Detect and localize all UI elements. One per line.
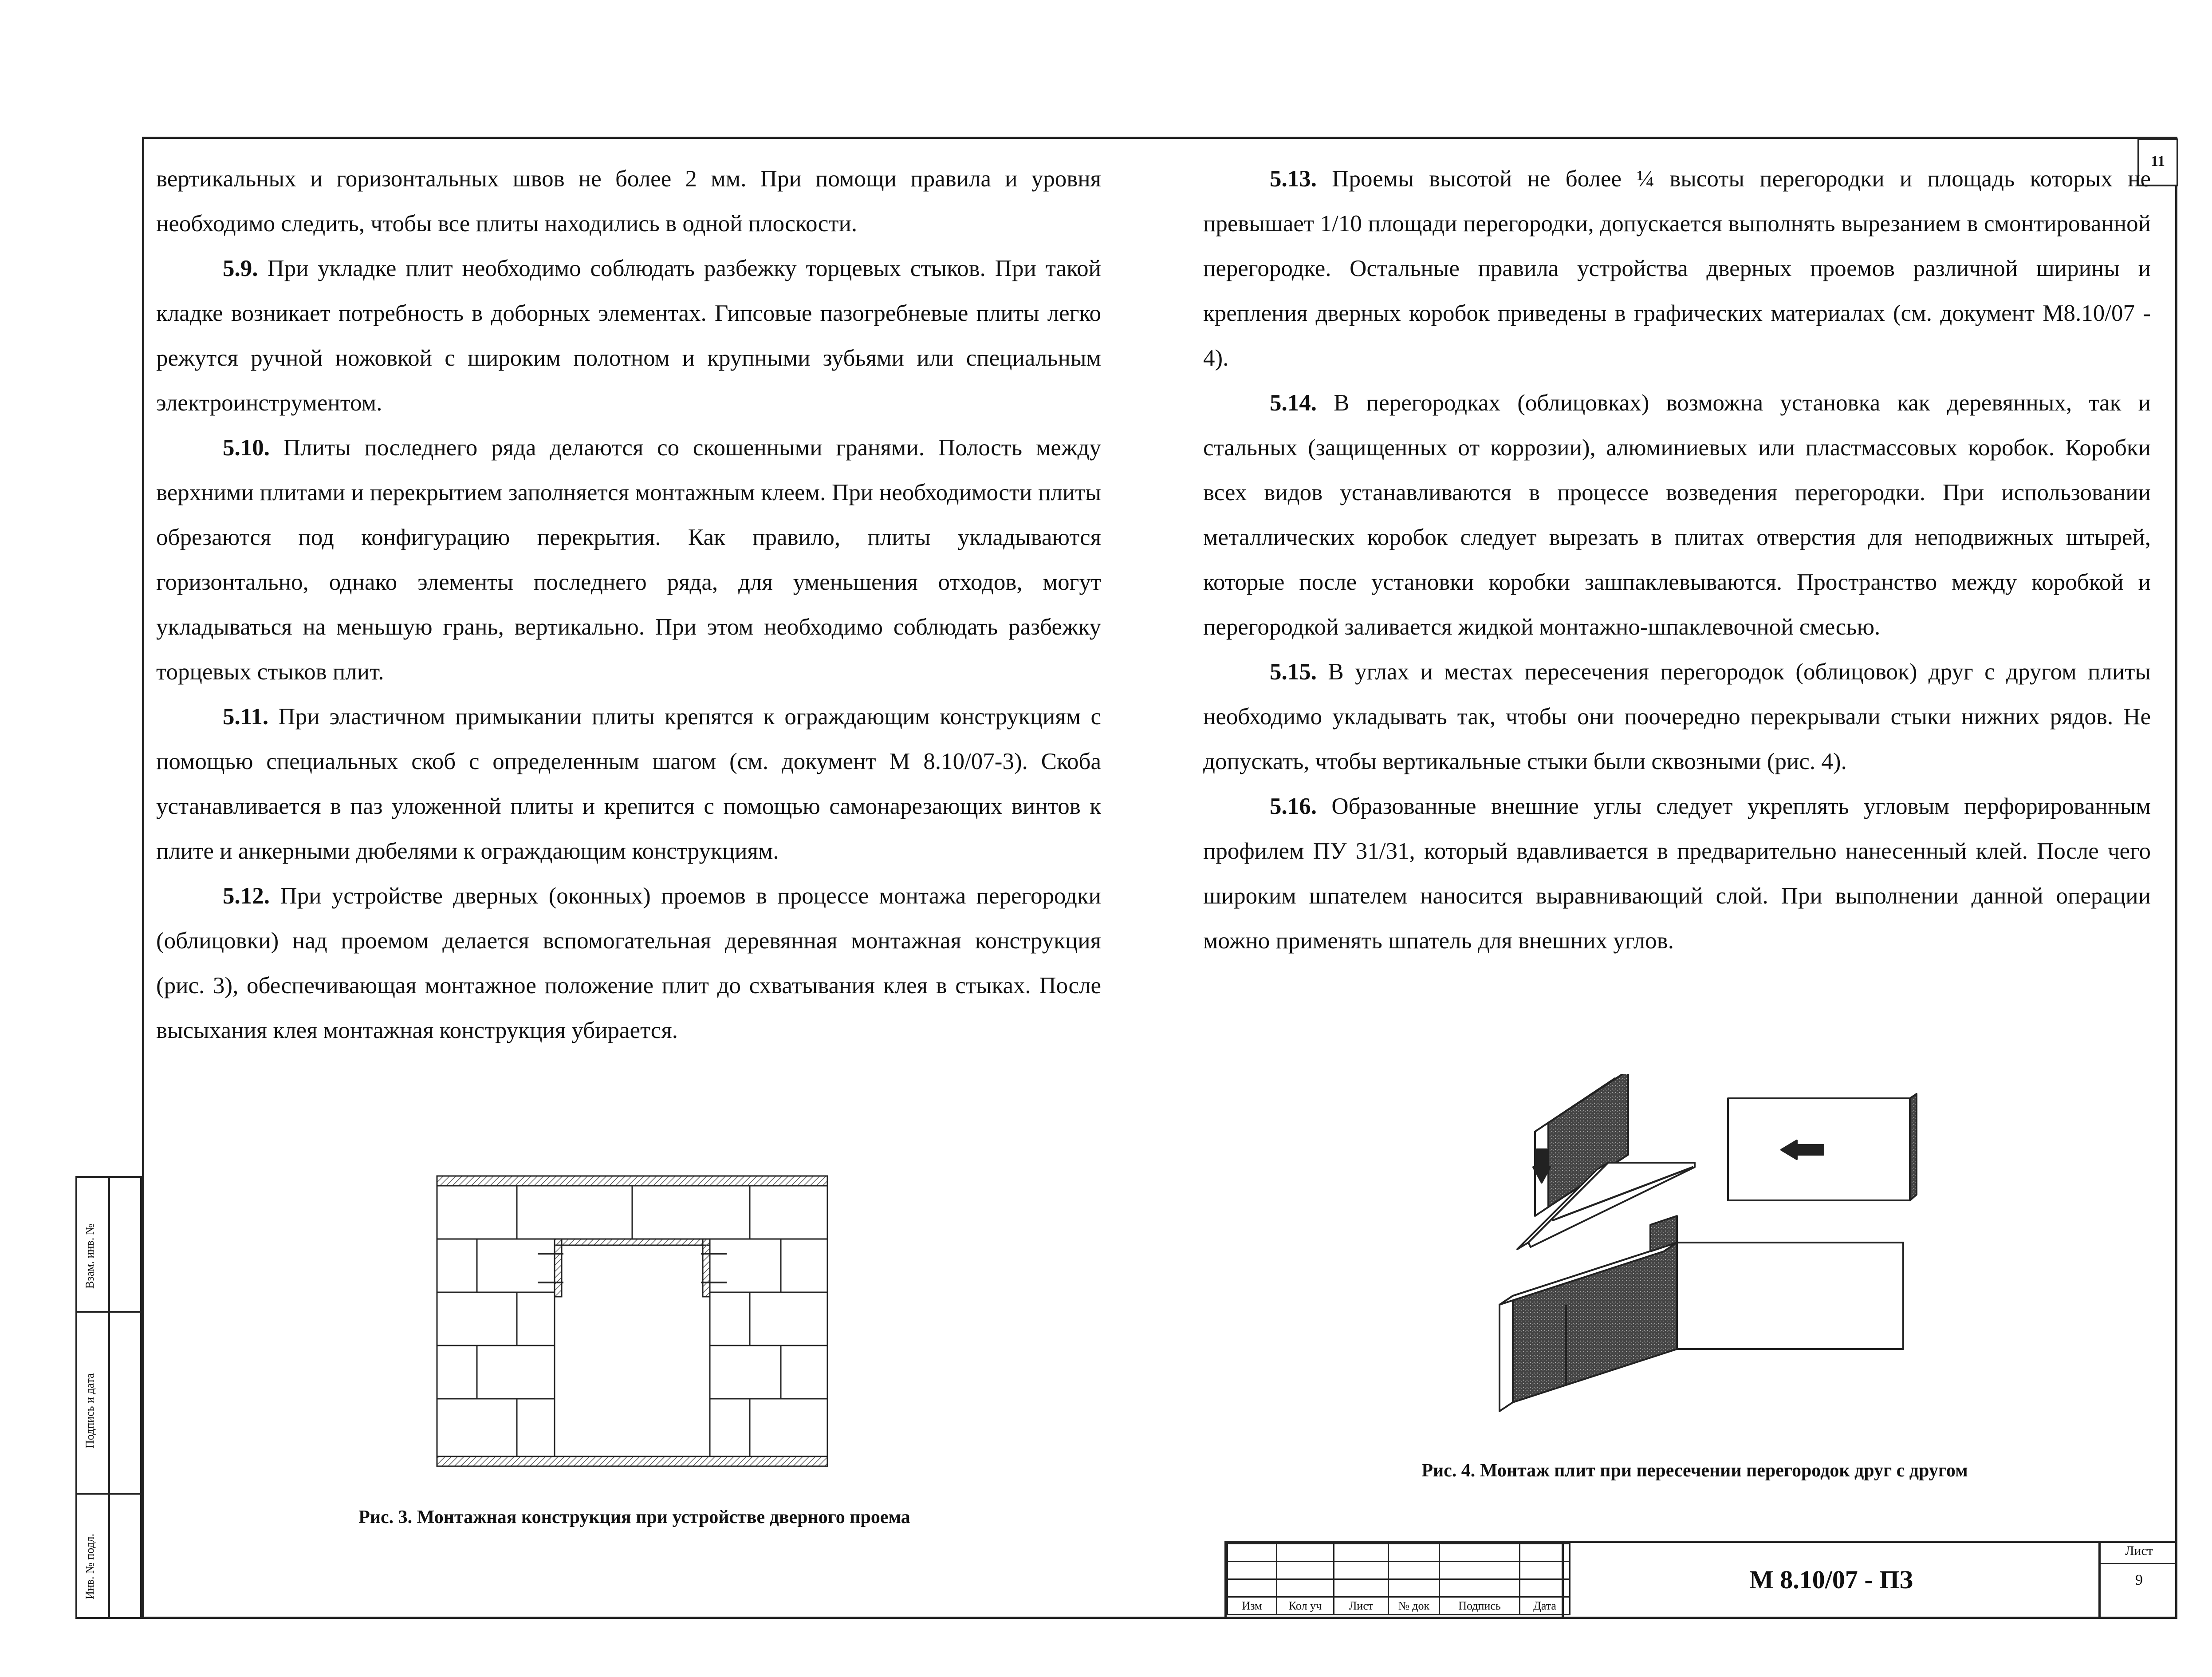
- clause-paragraph: [1203, 157, 2151, 381]
- ceiling-slab: [437, 1176, 827, 1186]
- clause-paragraph: [156, 246, 1101, 426]
- clause-number: 5.9.: [223, 256, 258, 281]
- clause-number: 5.15.: [1270, 659, 1317, 685]
- clause-number: 5.10.: [223, 435, 270, 461]
- clause-text: Плиты последнего ряда делаются со скошенными гранями. Полость между верхними плитами и перекрытием заполняется монтажным клеем. При необходимости плиты обрезаются под конфигурацию перекрытия. Как правило, плиты укладываются горизонтально, однако элементы последнего ряда, для уменьшения отходов, могут укладываться на меньшую грань, вертикально. При этом необходимо соблюдать разбежку торцевых стыков плит.: [156, 435, 1101, 685]
- clause-text: Проемы высотой не более ¼ высоты перегородки и площадь которых не превышает 1/10 площади перегородки, допускается выполнять вырезанием в смонтированной перегородке. Остальные правила устройства дверных проемов различной ширины и крепления дверных коробок приведены в графических материалах (см. документ М8.10/07 - 4).: [1203, 166, 2151, 371]
- figure-4-partition-intersection-drawing: [1491, 1074, 1943, 1420]
- clause-number: 5.13.: [1270, 166, 1317, 192]
- right-post: [703, 1239, 710, 1297]
- left-text-column: [156, 157, 1101, 1053]
- sheet-label: Лист: [2101, 1543, 2177, 1564]
- side-label-original-inv: Инв. № подл.: [83, 1533, 96, 1599]
- side-label-replacement-inv: Взам. инв. №: [83, 1223, 96, 1289]
- clause-number: 5.14.: [1270, 390, 1317, 416]
- sheet-number-cell: [2098, 1541, 2177, 1619]
- col-n-dok: № док: [1389, 1597, 1440, 1615]
- floor-slab: [437, 1456, 827, 1466]
- figure-3-door-opening-drawing: [435, 1172, 834, 1473]
- left-post: [555, 1239, 562, 1297]
- figure-4-caption: Рис. 4. Монтаж плит при пересечении перегородок друг с другом: [1421, 1460, 1968, 1481]
- clause-paragraph: [156, 694, 1101, 874]
- sheet-number: 9: [2135, 1572, 2143, 1588]
- wall-bottom-right: [1677, 1243, 1903, 1349]
- clause-number: 5.16.: [1270, 793, 1317, 819]
- revision-table: [1227, 1543, 1570, 1615]
- wall-bottom-left-end: [1500, 1296, 1513, 1411]
- col-izm: Изм: [1228, 1597, 1277, 1615]
- clause-paragraph: [156, 874, 1101, 1053]
- clause-number: 5.11.: [223, 704, 269, 730]
- col-kol-uch: Кол уч: [1277, 1597, 1334, 1615]
- clause-text: вертикальных и горизонтальных швов не более 2 мм. При помощи правила и уровня необходимо следить, чтобы все плиты находились в одной плоскости.: [156, 166, 1101, 237]
- clause-text: В перегородках (облицовках) возможна установка как деревянных, так и стальных (защищенных от коррозии), алюминиевых или пластмассовых коробок. Коробки всех видов устанавливаются в процессе возведения перегородки. При использовании металлических коробок следует вырезать в плитах отверстия для неподвижных штырей, которые после установки коробки зашпаклевываются. Пространство между коробкой и перегородкой заливается жидкой монтажно-шпаклевочной смесью.: [1203, 390, 2151, 640]
- side-label-signature-date: Подпись и дата: [83, 1373, 96, 1448]
- figure-3-caption: Рис. 3. Монтажная конструкция при устройстве дверного проема: [358, 1507, 910, 1527]
- clause-paragraph: [156, 426, 1101, 694]
- lintel-beam: [555, 1239, 710, 1245]
- col-list: Лист: [1334, 1597, 1389, 1615]
- continuation-paragraph: [156, 157, 1101, 246]
- document-code: М 8.10/07 - ПЗ: [1562, 1541, 2098, 1619]
- clause-paragraph: [1203, 784, 2151, 963]
- clause-text: В углах и местах пересечения перегородок (облицовок) друг с другом плиты необходимо укладывать так, чтобы они поочередно перекрывали стыки нижних рядов. Не допускать, чтобы вертикальные стыки были сквозными (рис. 4).: [1203, 659, 2151, 774]
- clause-text: При эластичном примыкании плиты крепятся к ограждающим конструкциям с помощью специальных скоб с определенным шагом (см. документ М 8.10/07-3). Скоба устанавливается в паз уложенной плиты и крепится с помощью самонарезающих винтов к плите и анкерными дюбелями к ограждающим конструкциям.: [156, 704, 1101, 864]
- clause-number: 5.12.: [223, 883, 270, 909]
- clause-text: При устройстве дверных (оконных) проемов в процессе монтажа перегородки (облицовки) над проемом делается вспомогательная деревянная монтажная конструкция (рис. 3), обеспечивающая монтажное положение плит до схватывания клея в стыках. После высыхания клея монтажная конструкция убирается.: [156, 883, 1101, 1043]
- col-podpis: Подпись: [1440, 1597, 1520, 1615]
- clause-text: При укладке плит необходимо соблюдать разбежку торцевых стыков. При такой кладке возникает потребность в доборных элементах. Гипсовые пазогребневые плиты легко режутся ручной ножовкой с широким полотном и крупными зубьями или специальным электроинструментом.: [156, 256, 1101, 416]
- clause-paragraph: [1203, 650, 2151, 784]
- side-stamp-strip: [75, 1176, 142, 1619]
- clause-text: Образованные внешние углы следует укреплять угловым перфорированным профилем ПУ 31/31, который вдавливается в предварительно нанесенный клей. После чего широким шпателем наносится выравнивающий слой. При выполнении данной операции можно применять шпатель для внешних углов.: [1203, 793, 2151, 954]
- right-text-column: [1203, 157, 2151, 963]
- sheet-corner-number: 11: [2137, 138, 2178, 186]
- col-data: Дата: [1520, 1597, 1570, 1615]
- clause-paragraph: [1203, 381, 2151, 650]
